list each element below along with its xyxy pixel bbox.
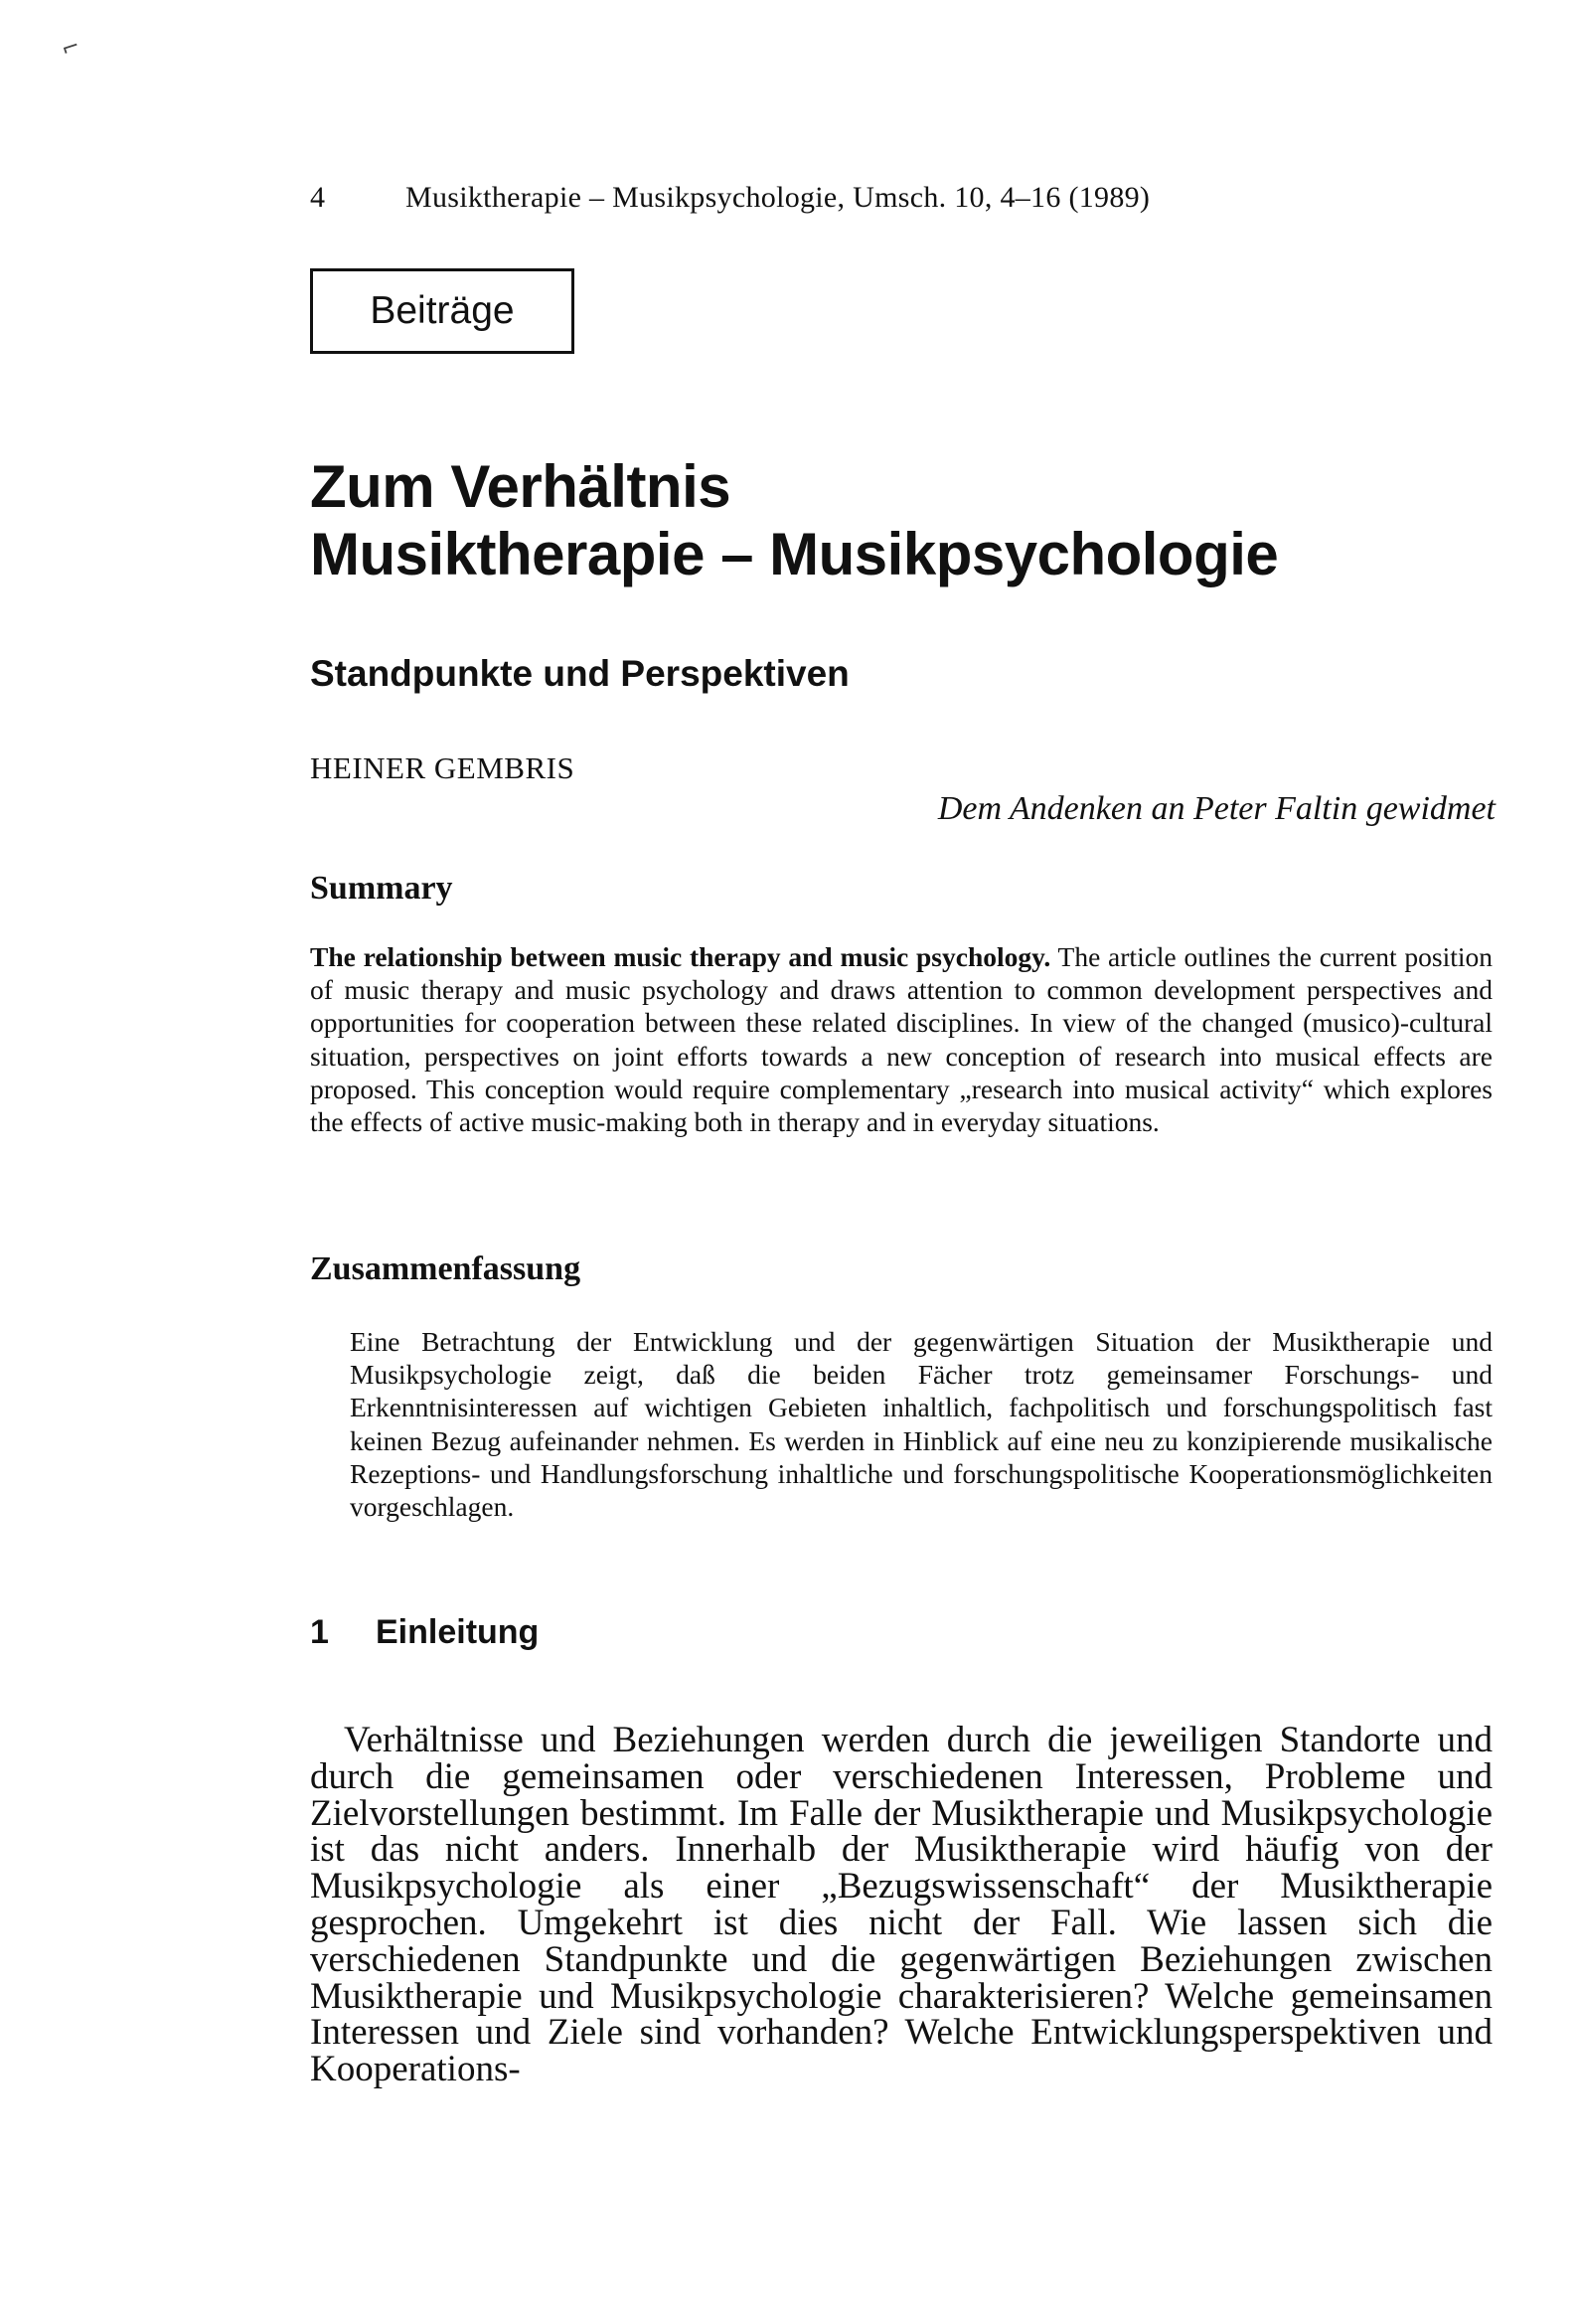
section-title: Einleitung bbox=[376, 1613, 540, 1651]
section-heading bbox=[310, 1613, 539, 1652]
body-paragraph bbox=[310, 1720, 1493, 2090]
dedication: Dem Andenken an Peter Faltin gewidmet bbox=[937, 790, 1496, 827]
article-title-line-1: Zum Verhältnis bbox=[310, 453, 731, 520]
section-number: 1 bbox=[310, 1613, 329, 1651]
body-paragraph-text: Verhältnisse und Beziehungen werden durch die jeweiligen Standorte und durch die gemeinsamen oder verschiedenen Interessen, Probleme und Zielvorstellungen bestimmt. Im Falle der Musiktherapie und Musikpsychologie ist das nicht anders. Innerhalb der Musiktherapie wird häufig von der Musikpsychologie als einer „Bezugswissenschaft“ der Musiktherapie gesprochen. Umgekehrt ist dies nicht der Fall. Wie lassen sich die verschiedenen Standpunkte und die gegenwärtigen Beziehungen zwischen Musiktherapie und Musikpsychologie charakterisieren? Welche gemeinsamen Interessen und Ziele sind vorhanden? Welche Entwicklungsperspektiven und Kooperations- bbox=[310, 1720, 1493, 2090]
scan-mark: ⌐ bbox=[58, 33, 83, 64]
summary-body: The article outlines the current position of music therapy and music psychology and draws attention to common development perspectives and opportunities for cooperation between these related disciplines. In view of the changed (musico)-cultural situation, perspectives on joint efforts towards a new conception of research into musical effects are proposed. This conception would require complementary „research into musical activity“ which explores the effects of active music-making both in therapy and in everyday situations. bbox=[310, 941, 1493, 1138]
section-label-box bbox=[310, 268, 574, 354]
section-label: Beiträge bbox=[370, 289, 515, 332]
article-title-line-2: Musiktherapie – Musikpsychologie bbox=[310, 521, 1279, 587]
summary-text bbox=[310, 940, 1493, 1138]
running-header bbox=[310, 181, 1150, 215]
zusammenfassung-text: Eine Betrachtung der Entwicklung und der gegenwärtigen Situation der Musiktherapie und Musikpsychologie zeigt, daß die beiden Fächer trotz gemeinsamer Forschungs- und Erkenntnisinteressen auf wichtigen Gebieten inhaltlich, fachpolitisch und forschungspolitisch fast keinen Bezug aufeinander nehmen. Es werden in Hinblick auf eine neu zu konzipierende musikalische Rezeptions- und Handlungsforschung inhaltliche und forschungspolitische Kooperationsmöglichkeiten vorgeschlagen. bbox=[350, 1326, 1493, 1523]
zusammenfassung-heading: Zusammenfassung bbox=[310, 1250, 581, 1287]
summary-lead: The relationship between music therapy and music psychology. bbox=[310, 941, 1051, 972]
page-number: 4 bbox=[310, 181, 326, 214]
summary-heading: Summary bbox=[310, 870, 453, 907]
article-title bbox=[310, 453, 1278, 588]
running-title: Musiktherapie – Musikpsychologie, Umsch. 10, 4–16 (1989) bbox=[405, 181, 1151, 214]
article-subtitle: Standpunkte und Perspektiven bbox=[310, 653, 850, 694]
author-name: HEINER GEMBRIS bbox=[310, 750, 575, 785]
